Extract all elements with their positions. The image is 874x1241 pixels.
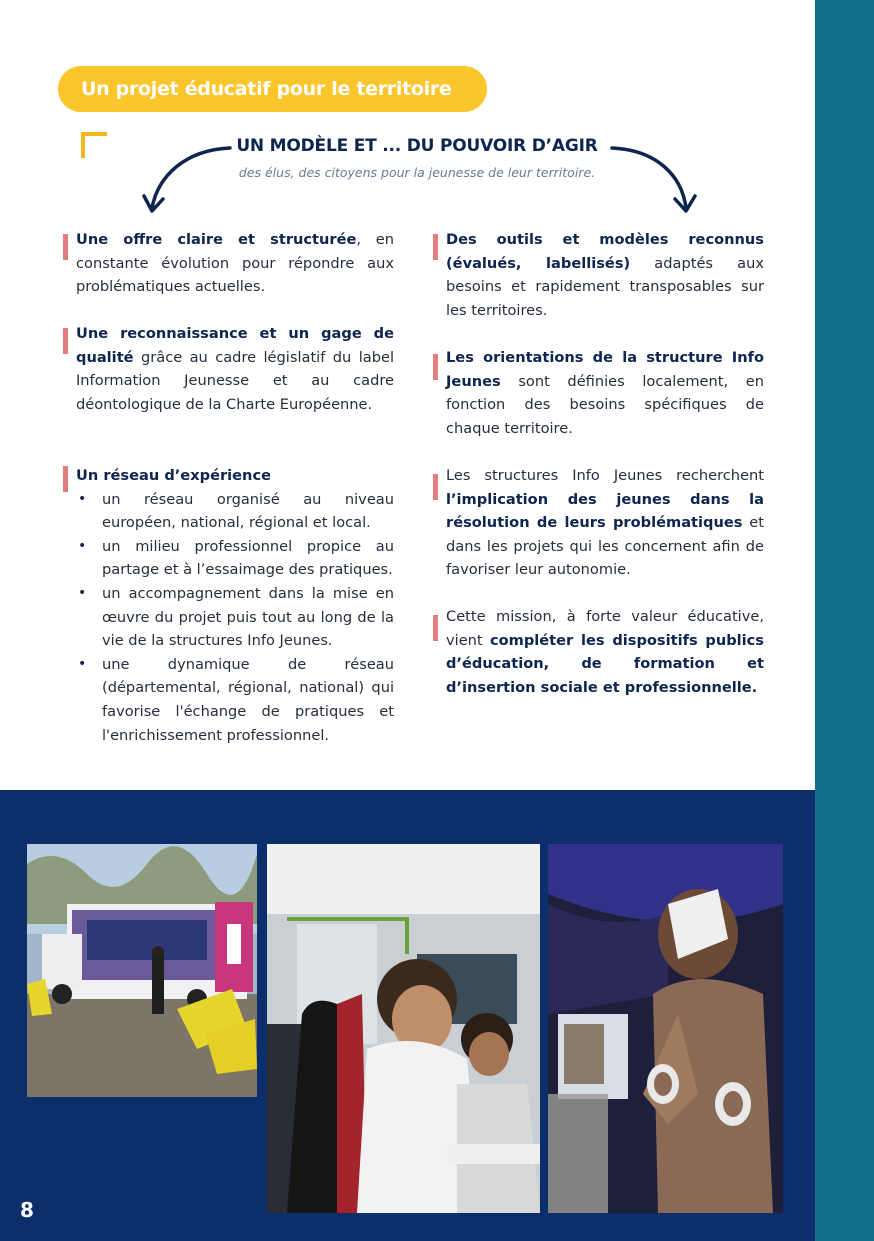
orientations-text: Les orientations de la structure Info Jeunes sont définies localement, en fonction des besoins spécifiques de chaque territoire. [446, 349, 764, 437]
bullet-marker [63, 234, 68, 260]
modele-subheading: des élus, des citoyens pour la jeunesse de leur territoire. [238, 165, 596, 180]
left-block-offre [76, 228, 394, 299]
bullet-marker [433, 354, 438, 380]
side-color-band [815, 0, 874, 1241]
bullet-marker [63, 466, 68, 492]
right-block-implication [446, 464, 764, 582]
page-number: 8 [20, 1198, 34, 1222]
implication-text: Les structures Info Jeunes recherchent l’implication des jeunes dans la résolution de leurs problématiques et dans les projets qui les concernent afin de favoriser leur autonomie. [446, 467, 764, 579]
outils-text: Des outils et modèles reconnus (évalués, labellisés) adaptés aux besoins et rapidement transposables sur les territoires. [446, 231, 764, 319]
reconnaissance-text: Une reconnaissance et un gage de qualité grâce au cadre législatif du label Information Jeunesse et au cadre déontologique de la Charte Européenne. [76, 325, 394, 413]
mission-text: Cette mission, à forte valeur éducative, vient compléter les dispositifs publics d’éducation, de formation et d’insertion sociale et professionnelle. [446, 608, 764, 696]
offre-text: Une offre claire et structurée, en constante évolution pour répondre aux problématiques actuelles. [76, 231, 394, 296]
left-block-reconnaissance [76, 322, 394, 416]
photo-vr-headset [548, 844, 783, 1213]
list-item: • un réseau organisé au niveau européen, national, régional et local. [102, 488, 394, 535]
right-block-orientations [446, 346, 764, 440]
photo-info-truck [27, 844, 257, 1097]
bullet-marker [433, 234, 438, 260]
right-block-outils [446, 228, 764, 322]
list-item: • une dynamique de réseau (départemental, régional, national) qui favorise l'échange de pratiques et l'enrichissement professionnel. [102, 653, 394, 747]
bullet-marker [433, 474, 438, 500]
list-item: • un accompagnement dans la mise en œuvre du projet puis tout au long de la vie de la structures Info Jeunes. [102, 582, 394, 653]
photo-youth-gaming [267, 844, 540, 1213]
reseau-title: Un réseau d’expérience [76, 467, 271, 484]
left-block-reseau [76, 464, 394, 747]
list-item: • un milieu professionnel propice au partage et à l’essaimage des pratiques. [102, 535, 394, 582]
bullet-marker [433, 615, 438, 641]
reseau-list [76, 488, 394, 748]
bullet-marker [63, 328, 68, 354]
section-title-pill: Un projet éducatif pour le territoire [58, 66, 487, 112]
right-block-mission [446, 605, 764, 699]
modele-heading: UN MODÈLE ET ... DU POUVOIR D’AGIR [236, 136, 598, 156]
curved-arrows-icon [130, 138, 710, 218]
